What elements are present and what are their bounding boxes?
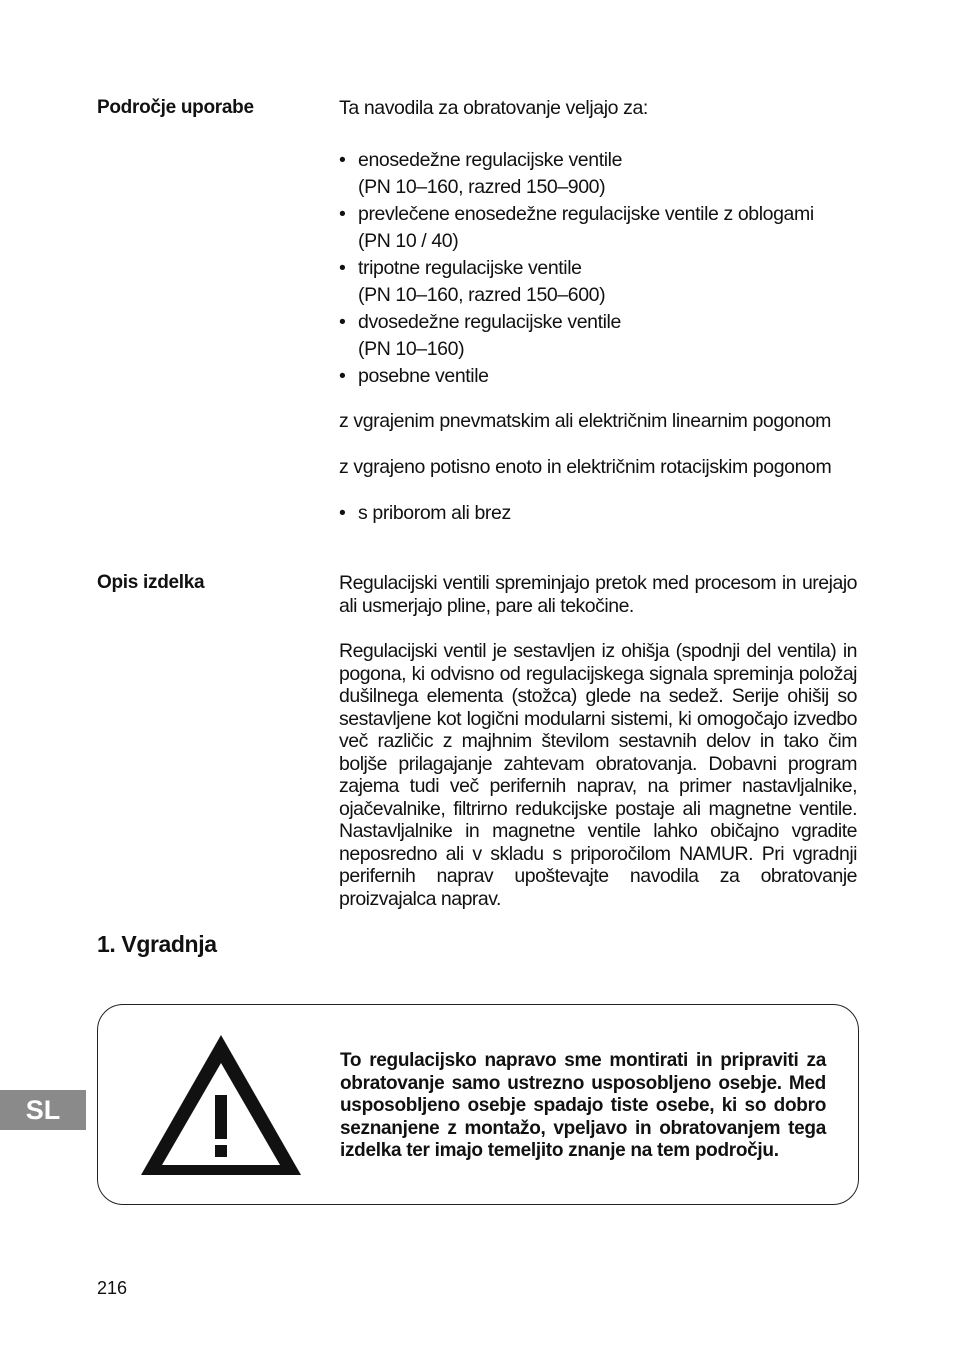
warning-text: To regulacijsko napravo sme montirati in pripraviti za obratovanje samo ustrezno usposobljeno osebje. Med usposobljeno osebje spadajo tiste osebe, ki so dobro seznanjene z montažo, vpeljavo in obratovanjem tega izdelka ter imajo temeljito znanje na tem področju.	[340, 1050, 826, 1161]
page-number: 216	[97, 1278, 128, 1298]
scope-para1: z vgrajenim pnevmatskim ali električnim linearnim pogonom	[339, 410, 831, 432]
description-content	[339, 572, 857, 910]
list-item	[339, 309, 869, 363]
list-item	[339, 147, 869, 201]
scope-bullet-list	[339, 147, 869, 390]
language-tab: SL	[0, 1090, 86, 1130]
section-heading: 1. Vgradnja	[97, 931, 217, 957]
bullet-icon: •	[339, 149, 346, 171]
bullet-icon: •	[339, 203, 346, 225]
description-label: Opis izdelka	[97, 572, 205, 593]
bullet-line2: (PN 10–160, razred 150–600)	[358, 284, 606, 306]
bullet-line1: s priborom ali brez	[358, 502, 511, 524]
scope-label: Področje uporabe	[97, 97, 254, 118]
bullet-icon: •	[339, 365, 346, 387]
bullet-icon: •	[339, 257, 346, 279]
bullet-line1: prevlečene enosedežne regulacijske ventile z oblogami	[358, 203, 814, 225]
scope-intro: Ta navodila za obratovanje veljajo za:	[339, 97, 648, 119]
list-item	[339, 363, 869, 390]
scope-para2: z vgrajeno potisno enoto in električnim rotacijskim pogonom	[339, 456, 832, 478]
bullet-line1: enosedežne regulacijske ventile	[358, 149, 623, 171]
bullet-icon: •	[339, 502, 346, 524]
warning-box	[97, 1004, 859, 1205]
bullet-line2: (PN 10–160, razred 150–900)	[358, 176, 606, 198]
list-item	[339, 500, 869, 527]
bullet-line2: (PN 10–160)	[358, 338, 465, 360]
bullet-icon: •	[339, 311, 346, 333]
description-para2: Regulacijski ventil je sestavljen iz ohišja (spodnji del ventila) in pogona, ki odvisno od regulacijskega signala spreminja položaj dušilnega elementa (stožca) glede na sedež. Serije ohišij so sestavljene kot logični modularni sistemi, ki omogočajo izvedbo več različic z majhnim številom sestavnih delov in tako čim boljše prilagajanje zahtevam obratovanja. Dobavni program zajema tudi več perifernih naprav, na primer nastavljalnike, ojačevalnike, filtrirno redukcijske postaje ali magnetne ventile. Nastavljalnike in magnetne ventile lahko običajno vgradite neposredno ali v skladu s priporočilom NAMUR. Pri vgradnji perifernih naprav upoštevajte navodila za obratovanje proizvajalca naprav.	[339, 640, 857, 910]
bullet-line2: (PN 10 / 40)	[358, 230, 459, 252]
scope-content	[339, 95, 869, 527]
warning-triangle-icon	[135, 1029, 307, 1181]
bullet-line1: tripotne regulacijske ventile	[358, 257, 582, 279]
bullet-line1: dvosedežne regulacijske ventile	[358, 311, 621, 333]
list-item	[339, 201, 869, 255]
bullet-line1: posebne ventile	[358, 365, 489, 387]
description-para1: Regulacijski ventili spreminjajo pretok med procesom in urejajo ali usmerjajo pline, pare ali tekočine.	[339, 572, 857, 617]
list-item	[339, 255, 869, 309]
